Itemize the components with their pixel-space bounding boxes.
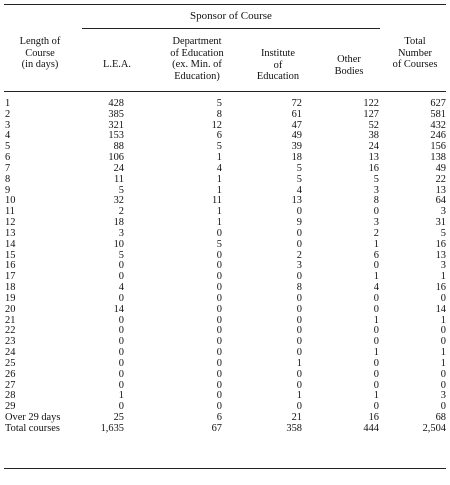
cell-other: 2: [373, 227, 379, 239]
cell-other: 1: [373, 347, 379, 359]
cell-institute: 5: [296, 173, 302, 185]
cell-other: 127: [363, 108, 379, 120]
cell-dept: 5: [216, 141, 222, 153]
cell-length: 15: [5, 249, 16, 261]
cell-lea: 32: [113, 195, 124, 207]
header-other-line-2: Bodies: [334, 65, 364, 77]
cell-lea: 0: [118, 260, 124, 272]
cell-total: 581: [430, 108, 446, 120]
cell-lea: 321: [108, 119, 124, 131]
cell-length: 22: [5, 325, 16, 337]
cell-dept: 1: [216, 217, 222, 229]
cell-dept: 1: [216, 173, 222, 185]
cell-lea: 0: [118, 347, 124, 359]
cell-institute: 21: [291, 412, 302, 424]
header-other: [322, 54, 376, 77]
cell-lea: 106: [108, 152, 124, 164]
cell-length: 28: [5, 390, 16, 402]
cell-length: 25: [5, 357, 16, 369]
table-row: [4, 359, 446, 370]
cell-other: 16: [368, 412, 379, 424]
cell-institute: 13: [291, 195, 302, 207]
cell-institute: 0: [296, 368, 302, 380]
table-row: [4, 283, 446, 294]
cell-lea: 88: [113, 141, 124, 153]
cell-institute: 0: [296, 379, 302, 391]
cell-total: 3: [440, 260, 446, 272]
cell-institute: 1: [296, 390, 302, 402]
table-row: [4, 240, 446, 251]
cell-length: 18: [5, 282, 16, 294]
cell-institute: 49: [291, 130, 302, 142]
cell-length: 1: [5, 98, 11, 109]
header-dept-line-2: of Education: [170, 47, 224, 59]
cell-other: 6: [373, 249, 379, 261]
cell-length: 27: [5, 379, 16, 391]
cell-lea: 18: [113, 217, 124, 229]
table-row: [4, 99, 446, 110]
cell-dept: 0: [216, 303, 222, 315]
cell-other: 24: [368, 141, 379, 153]
cell-length: 11: [5, 206, 16, 218]
cell-lea: 153: [108, 130, 124, 142]
cell-length: Over 29 days: [5, 412, 61, 424]
cell-institute: 0: [296, 347, 302, 359]
cell-other: 0: [373, 303, 379, 315]
cell-length: 26: [5, 368, 16, 380]
cell-other: 13: [368, 152, 379, 164]
cell-institute: 0: [296, 271, 302, 283]
cell-dept: 67: [211, 422, 222, 434]
course-length-table: [4, 4, 446, 480]
top-rule: [4, 4, 446, 5]
cell-total: 16: [435, 238, 446, 250]
cell-institute: 8: [296, 282, 302, 294]
table-row: [4, 142, 446, 153]
cell-total: 432: [430, 119, 446, 131]
cell-length: 16: [5, 260, 16, 272]
cell-total: 1: [440, 347, 446, 359]
cell-length: 2: [5, 108, 11, 120]
table-row: [4, 424, 446, 435]
table-row: [4, 370, 446, 381]
cell-institute: 18: [291, 152, 302, 164]
header-total: [384, 36, 446, 71]
table-row: [4, 381, 446, 392]
cell-lea: 2: [118, 206, 124, 218]
header-dept-line-3: (ex. Min. of: [172, 59, 222, 70]
cell-length: 4: [5, 130, 11, 142]
table-row: [4, 186, 446, 197]
cell-other: 16: [368, 162, 379, 174]
cell-institute: 3: [296, 260, 302, 272]
cell-total: 3: [440, 206, 446, 218]
header-institute-line-3: Education: [256, 71, 300, 82]
cell-dept: 8: [216, 108, 222, 120]
cell-dept: 1: [216, 206, 222, 218]
cell-length: 21: [5, 314, 16, 326]
cell-lea: 10: [113, 238, 124, 250]
cell-length: 14: [5, 238, 16, 250]
cell-institute: 47: [291, 119, 302, 131]
cell-dept: 0: [216, 325, 222, 337]
cell-length: 5: [5, 141, 11, 153]
sponsor-title: Sponsor of Course: [190, 10, 272, 22]
header-total-line-3: of Courses: [392, 59, 438, 70]
cell-institute: 0: [296, 227, 302, 239]
header-institute: [244, 48, 312, 83]
table-row: [4, 337, 446, 348]
header-total-line-2: Number: [397, 47, 433, 59]
sponsor-rule: [82, 28, 380, 29]
cell-dept: 0: [216, 314, 222, 326]
cell-institute: 0: [296, 292, 302, 304]
header-dept-line-1: Department: [172, 36, 222, 47]
cell-other: 0: [373, 368, 379, 380]
header-length-line-1: Length of: [19, 36, 61, 47]
cell-lea: 3: [118, 227, 124, 239]
cell-other: 52: [368, 119, 379, 131]
table-row: [4, 305, 446, 316]
cell-length: 12: [5, 217, 16, 229]
cell-other: 0: [373, 260, 379, 272]
cell-total: 627: [430, 98, 446, 109]
table-row: [4, 131, 446, 142]
cell-institute: 0: [296, 336, 302, 348]
cell-other: 1: [373, 238, 379, 250]
cell-dept: 1: [216, 152, 222, 164]
cell-total: 0: [440, 292, 446, 304]
cell-dept: 4: [216, 162, 222, 174]
cell-dept: 0: [216, 271, 222, 283]
cell-total: 0: [440, 368, 446, 380]
cell-other: 0: [373, 292, 379, 304]
table-row: [4, 391, 446, 402]
cell-length: 13: [5, 227, 16, 239]
cell-total: 68: [435, 412, 446, 424]
cell-length: 3: [5, 119, 11, 131]
cell-total: 1: [440, 271, 446, 283]
cell-lea: 0: [118, 357, 124, 369]
cell-total: 2,504: [422, 422, 446, 434]
cell-length: 23: [5, 336, 16, 348]
header-dept-line-4: Education): [174, 70, 220, 82]
table-row: [4, 110, 446, 121]
cell-total: 13: [435, 184, 446, 196]
cell-dept: 0: [216, 347, 222, 359]
cell-dept: 0: [216, 379, 222, 391]
cell-other: 0: [373, 325, 379, 337]
cell-other: 1: [373, 314, 379, 326]
cell-lea: 428: [108, 98, 124, 109]
cell-dept: 0: [216, 357, 222, 369]
header-length: [4, 36, 76, 71]
cell-other: 3: [373, 184, 379, 196]
header-dept: [154, 36, 240, 82]
cell-dept: 0: [216, 336, 222, 348]
cell-total: 31: [435, 217, 446, 229]
cell-dept: 0: [216, 390, 222, 402]
cell-total: 13: [435, 249, 446, 261]
cell-institute: 1: [296, 357, 302, 369]
table-row: [4, 272, 446, 283]
cell-other: 1: [373, 390, 379, 402]
cell-lea: 0: [118, 401, 124, 413]
cell-lea: 4: [118, 282, 124, 294]
cell-total: 22: [435, 173, 446, 185]
cell-total: 14: [435, 303, 446, 315]
cell-institute: 0: [296, 238, 302, 250]
cell-other: 0: [373, 206, 379, 218]
cell-dept: 0: [216, 368, 222, 380]
cell-length: 9: [5, 184, 11, 196]
cell-institute: 5: [296, 162, 302, 174]
cell-institute: 61: [291, 108, 302, 120]
cell-dept: 0: [216, 249, 222, 261]
table-row: [4, 402, 446, 413]
cell-dept: 0: [216, 227, 222, 239]
cell-total: 1: [440, 357, 446, 369]
cell-lea: 24: [113, 162, 124, 174]
cell-institute: 358: [286, 422, 302, 434]
cell-length: 24: [5, 347, 16, 359]
cell-length: 8: [5, 173, 11, 185]
table-row: [4, 121, 446, 132]
cell-lea: 0: [118, 379, 124, 391]
cell-length: 10: [5, 195, 16, 207]
cell-total: 3: [440, 390, 446, 402]
table-row: [4, 261, 446, 272]
header-length-line-2: Course: [25, 47, 55, 59]
cell-dept: 0: [216, 292, 222, 304]
cell-other: 0: [373, 336, 379, 348]
table-row: [4, 207, 446, 218]
cell-dept: 0: [216, 260, 222, 272]
table-row: [4, 348, 446, 359]
header-length-line-3: (in days): [21, 59, 59, 70]
table-row: [4, 153, 446, 164]
cell-dept: 5: [216, 98, 222, 109]
cell-other: 0: [373, 401, 379, 413]
cell-total: 246: [430, 130, 446, 142]
cell-lea: 0: [118, 314, 124, 326]
cell-other: 0: [373, 357, 379, 369]
cell-other: 1: [373, 271, 379, 283]
cell-length: 29: [5, 401, 16, 413]
table-row: [4, 164, 446, 175]
cell-lea: 0: [118, 368, 124, 380]
cell-other: 122: [363, 98, 379, 109]
cell-institute: 0: [296, 303, 302, 315]
cell-lea: 0: [118, 325, 124, 337]
table-row: [4, 196, 446, 207]
header-institute-line-1: Institute: [260, 48, 296, 59]
cell-institute: 0: [296, 206, 302, 218]
cell-other: 8: [373, 195, 379, 207]
cell-dept: 0: [216, 401, 222, 413]
cell-lea: 0: [118, 336, 124, 348]
cell-lea: 0: [118, 292, 124, 304]
cell-other: 4: [373, 282, 379, 294]
cell-lea: 1: [118, 390, 124, 402]
cell-dept: 0: [216, 282, 222, 294]
header-total-line-1: Total: [404, 36, 426, 47]
cell-lea: 25: [113, 412, 124, 424]
header-other-line-1: Other: [337, 54, 361, 65]
cell-dept: 11: [211, 195, 222, 207]
table-row: [4, 326, 446, 337]
table-body: [4, 99, 446, 435]
cell-institute: 0: [296, 401, 302, 413]
cell-lea: 1,635: [100, 422, 124, 434]
table-row: [4, 218, 446, 229]
cell-institute: 72: [291, 98, 302, 109]
cell-dept: 5: [216, 238, 222, 250]
cell-institute: 0: [296, 325, 302, 337]
cell-total: 1: [440, 314, 446, 326]
cell-total: 156: [430, 141, 446, 153]
cell-lea: 14: [113, 303, 124, 315]
cell-total: 0: [440, 336, 446, 348]
cell-institute: 39: [291, 141, 302, 153]
cell-other: 3: [373, 217, 379, 229]
cell-total: 138: [430, 152, 446, 164]
cell-lea: 11: [113, 173, 124, 185]
cell-length: Total courses: [5, 422, 60, 434]
bottom-rule: [4, 468, 446, 469]
cell-total: 16: [435, 282, 446, 294]
cell-total: 0: [440, 401, 446, 413]
cell-lea: 5: [118, 184, 124, 196]
cell-dept: 6: [216, 412, 222, 424]
table-row: [4, 175, 446, 186]
cell-institute: 0: [296, 314, 302, 326]
cell-length: 20: [5, 303, 16, 315]
cell-other: 5: [373, 173, 379, 185]
table-row: [4, 294, 446, 305]
cell-total: 0: [440, 379, 446, 391]
header-lea: [92, 59, 142, 71]
header-lea-line-1: L.E.A.: [103, 59, 131, 70]
cell-total: 0: [440, 325, 446, 337]
cell-length: 7: [5, 162, 11, 174]
cell-total: 49: [435, 162, 446, 174]
cell-dept: 6: [216, 130, 222, 142]
cell-other: 0: [373, 379, 379, 391]
cell-other: 444: [363, 422, 379, 434]
cell-lea: 385: [108, 108, 124, 120]
cell-other: 38: [368, 130, 379, 142]
cell-total: 5: [440, 227, 446, 239]
table-row: [4, 251, 446, 262]
cell-lea: 5: [118, 249, 124, 261]
cell-dept: 12: [211, 119, 222, 131]
header-institute-line-2: of: [273, 59, 283, 71]
cell-total: 64: [435, 195, 446, 207]
cell-length: 6: [5, 152, 11, 164]
cell-length: 17: [5, 271, 16, 283]
cell-lea: 0: [118, 271, 124, 283]
table-row: [4, 229, 446, 240]
table-row: [4, 413, 446, 424]
header-bottom-rule: [4, 91, 446, 92]
cell-length: 19: [5, 292, 16, 304]
cell-institute: 9: [296, 217, 302, 229]
cell-institute: 4: [296, 184, 302, 196]
cell-dept: 1: [216, 184, 222, 196]
table-row: [4, 316, 446, 327]
cell-institute: 2: [296, 249, 302, 261]
